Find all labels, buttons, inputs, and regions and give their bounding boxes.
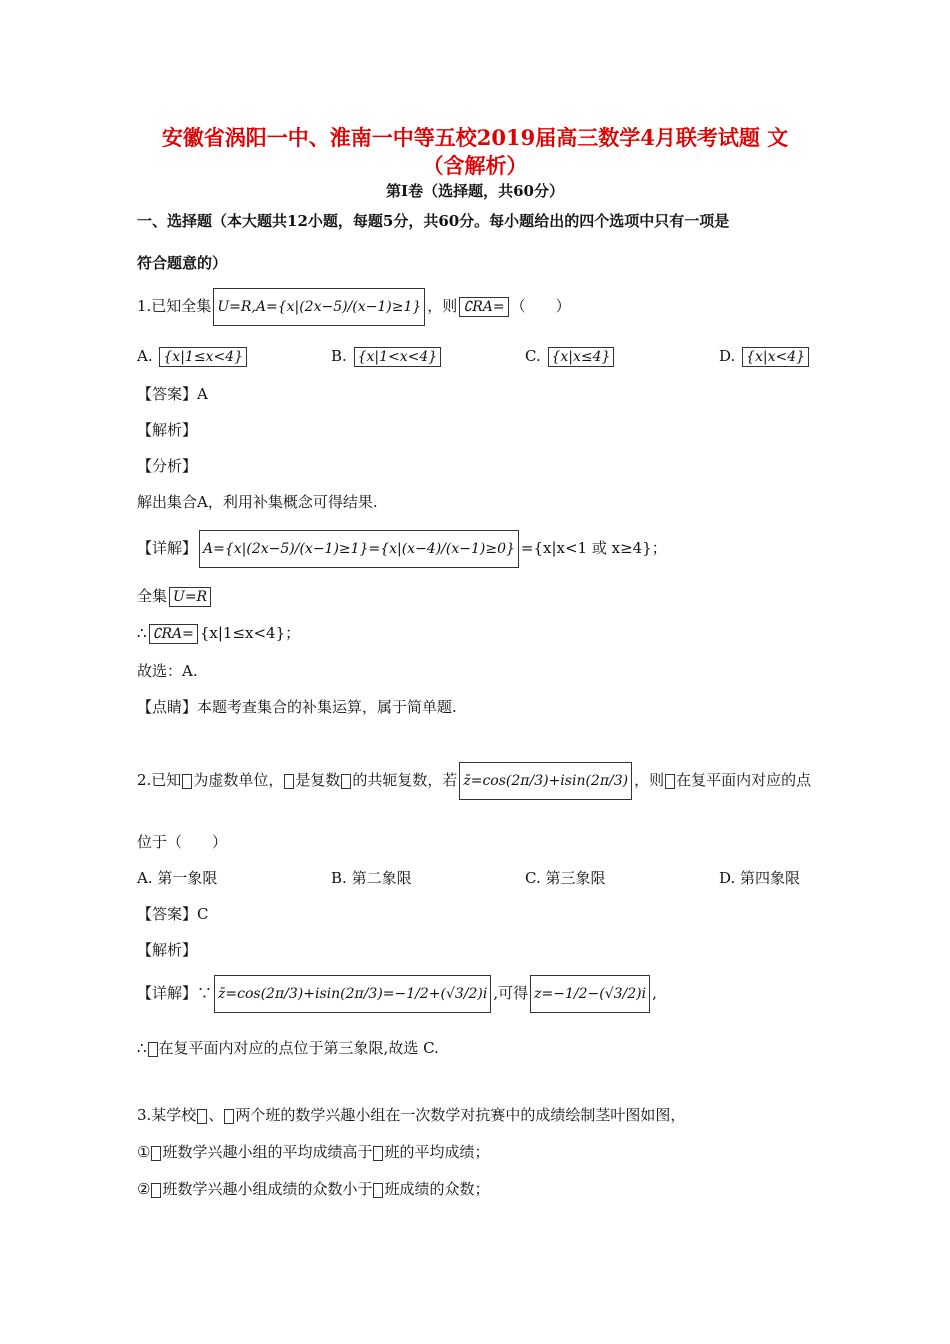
q2-detail-end: , [652,984,657,1002]
math-placeholder [373,1146,383,1161]
option-label: C. [525,869,541,887]
q1-fenxi-head: 【分析】 [137,457,198,475]
q2-analysis-head: 【解析】 [137,941,198,959]
statement-text: 班数学兴趣小组的平均成绩高于 [162,1143,373,1161]
q2-formula: z̄=cos(2π/3)+isin(2π/3) [459,762,632,800]
q2-detail-mid: ,可得 [493,984,529,1002]
therefore-symbol: ∴ [137,624,147,642]
q2-answer: 【答案】C [137,905,209,923]
math-placeholder [373,1183,383,1198]
title-line-2: （含解析） [422,153,528,178]
q2-option-a [137,868,217,888]
q1-prefix: 1.已知全集 [137,297,212,315]
option-label: D. [719,869,736,887]
option-label: C. [525,347,541,365]
q2-conclusion-text: 在复平面内对应的点位于第三象限,故选 C. [158,1039,439,1057]
option-label: A. [137,869,153,887]
section-heading: 第Ⅰ卷（选择题，共60分） [386,182,564,200]
q3-statement-1 [137,1142,489,1162]
q1-universe [137,586,213,607]
statement-text: 班成绩的众数； [384,1180,490,1198]
q1-analysis-head: 【解析】 [137,421,198,439]
q1-option-d [719,346,811,367]
q2-t1: 2.已知 [137,771,182,789]
q1-stem [137,288,571,326]
instructions-line-2: 符合题意的） [137,254,228,272]
q2-stem [137,762,811,800]
q1-formula-given: U=R,A={x|(2x−5)/(x−1)≥1} [213,288,425,326]
q1-formula-target: ∁RA= [459,297,508,317]
q1-complement-formula: ∁RA= [149,624,198,644]
option-math: {x|x<4} [742,347,809,367]
q2-detail-formula: z̄=cos(2π/3)+isin(2π/3)=−1/2+(√3/2)i [214,975,491,1013]
q1-detail-formula: A={x|(2x−5)/(x−1)≥1}={x|(x−4)/(x−1)≥0} [199,530,519,568]
math-placeholder [665,774,675,789]
option-label: B. [331,869,347,887]
q1-detail-head: 【详解】 [137,539,198,557]
q2-t3: 是复数 [295,771,341,789]
q3-statement-2 [137,1179,489,1199]
q3-t1: 3.某学校 [137,1106,197,1124]
q2-option-d [719,868,800,888]
option-text: 第四象限 [740,869,801,887]
math-placeholder [284,774,294,789]
instructions-line-1: 一、选择题（本大题共12小题，每题5分，共60分。每小题给出的四个选项中只有一项是 [137,212,730,230]
q3-t3: 两个班的数学兴趣小组在一次数学对抗赛中的成绩绘制茎叶图如图， [235,1106,686,1124]
option-label: A. [137,347,153,365]
math-placeholder [182,774,192,789]
q1-option-a [137,346,249,367]
option-text: 第三象限 [545,869,606,887]
q2-option-b [331,868,412,888]
q1-comment: 【点睛】本题考查集合的补集运算，属于简单题. [137,698,457,716]
statement-text: 班的平均成绩； [384,1143,490,1161]
statement-text: 班数学兴趣小组成绩的众数小于 [162,1180,373,1198]
q1-answer: 【答案】A [137,385,208,403]
option-label: D. [719,347,736,365]
q1-universe-prefix: 全集 [137,587,168,605]
q1-option-b [331,346,443,367]
q1-complement-tail: {x|1≤x<4}； [199,624,301,642]
q1-universe-formula: U=R [169,587,211,607]
q1-complement [137,623,300,644]
q1-fenxi-text: 解出集合A，利用补集概念可得结果. [137,493,378,511]
math-placeholder [341,774,351,789]
therefore-symbol: ∴ [137,1039,147,1057]
option-text: 第一象限 [157,869,218,887]
q3-stem [137,1105,685,1125]
q1-detail [137,530,667,568]
math-placeholder [151,1183,161,1198]
title-line-1: 安徽省涡阳一中、淮南一中等五校2019届高三数学4月联考试题 文 [161,125,789,150]
math-placeholder [151,1146,161,1161]
q2-detail-formula-2: z=−1/2−(√3/2)i [530,975,650,1013]
q1-detail-tail: ={x|x<1 或 x≥4}； [520,539,667,557]
math-placeholder [197,1109,207,1124]
circled-number: ② [137,1180,151,1198]
option-math: {x|x≤4} [548,347,615,367]
q1-choose: 故选：A. [137,662,198,680]
q2-option-c [525,868,606,888]
q2-t5: ，则 [634,771,665,789]
option-math: {x|1<x<4} [354,347,442,367]
q2-line-2: 位于（ ） [137,833,228,851]
q3-t2: 、 [208,1106,224,1124]
circled-number: ① [137,1143,151,1161]
q2-detail [137,975,657,1013]
q2-t2: 为虚数单位， [193,771,284,789]
option-label: B. [331,347,347,365]
q1-mid: ，则 [427,297,458,315]
option-math: {x|1≤x<4} [159,347,247,367]
math-placeholder [224,1109,234,1124]
q2-t4: 的共轭复数，若 [352,771,458,789]
q2-detail-head: 【详解】∵ [137,984,213,1002]
q1-suffix: （ ） [510,297,571,315]
math-placeholder [148,1042,158,1057]
q2-conclusion [137,1038,439,1058]
q1-option-c [525,346,616,367]
option-text: 第二象限 [351,869,412,887]
q2-t6: 在复平面内对应的点 [676,771,812,789]
